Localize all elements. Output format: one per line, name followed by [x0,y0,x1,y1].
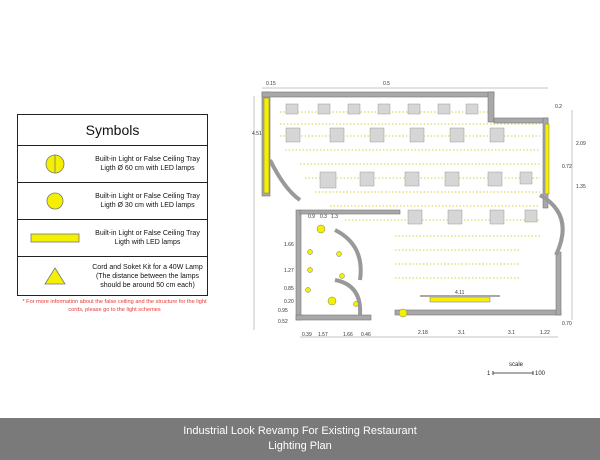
legend-text-30cm: Built-in Light or False Ceiling Tray Ligth Ø 30 cm with LED lamps [95,193,200,209]
dim-inner-2: 0.3 [320,214,327,220]
dim-right-3: 1.35 [576,184,586,190]
dim-right-1: 2.09 [576,141,586,147]
false-ceiling-note: * For more information about the false ceiling and the structure for the light cords, please go to the light schemes [22,299,207,313]
dim-bottom-1: 0.39 [302,332,312,338]
dim-bottom-8: 1.22 [540,330,550,336]
footer-subtitle: Lighting Plan [268,440,332,452]
dim-bottom-3: 1.66 [343,332,353,338]
dim-bottom-4: 0.46 [361,332,371,338]
dim-left-5: 0.20 [284,299,294,305]
scale-min: 1 [487,371,491,377]
legend-text-cord: Cord and Soket Kit for a 40W Lamp (The distance between the lamps should be around 50 cm each) [92,263,203,289]
dim-left-7: 0.52 [278,319,288,325]
tray-dimension: 4.11 [455,290,465,296]
dim-right-4: 0.70 [562,321,572,327]
dim-left-6: 0.95 [278,308,288,314]
legend-text-60cm: Built-in Light or False Ceiling Tray Ligth Ø 60 cm with LED lamps [95,156,200,172]
dim-bottom-6: 3.1 [458,330,465,336]
scale-max: 100 [535,371,546,377]
dim-right-2: 0.72 [562,164,572,170]
scale-label: scale [509,362,524,368]
scale-bar [493,371,533,375]
legend-title: Symbols [18,115,207,146]
dim-left-1: 4.51 [252,131,262,137]
dim-left-3: 1.27 [284,268,294,274]
dim-inner-1: 0.9 [308,214,315,220]
dim-inner-3: 1.3 [331,214,338,220]
legend-text-linear: Built-in Light or False Ceiling Tray Ligth with LED lamps [95,230,200,246]
dim-bottom-7: 3.1 [508,330,515,336]
dim-top-3: 0.2 [555,104,562,110]
dim-bottom-2: 1.57 [318,332,328,338]
dim-top-1: 0.15 [266,81,276,87]
title-footer [0,418,600,460]
dim-bottom-5: 2.18 [418,330,428,336]
dim-top-2: 0.5 [383,81,390,87]
dim-left-2: 1.66 [284,242,294,248]
footer-title: Industrial Look Revamp For Existing Restaurant [183,425,417,437]
dim-left-4: 0.85 [284,286,294,292]
